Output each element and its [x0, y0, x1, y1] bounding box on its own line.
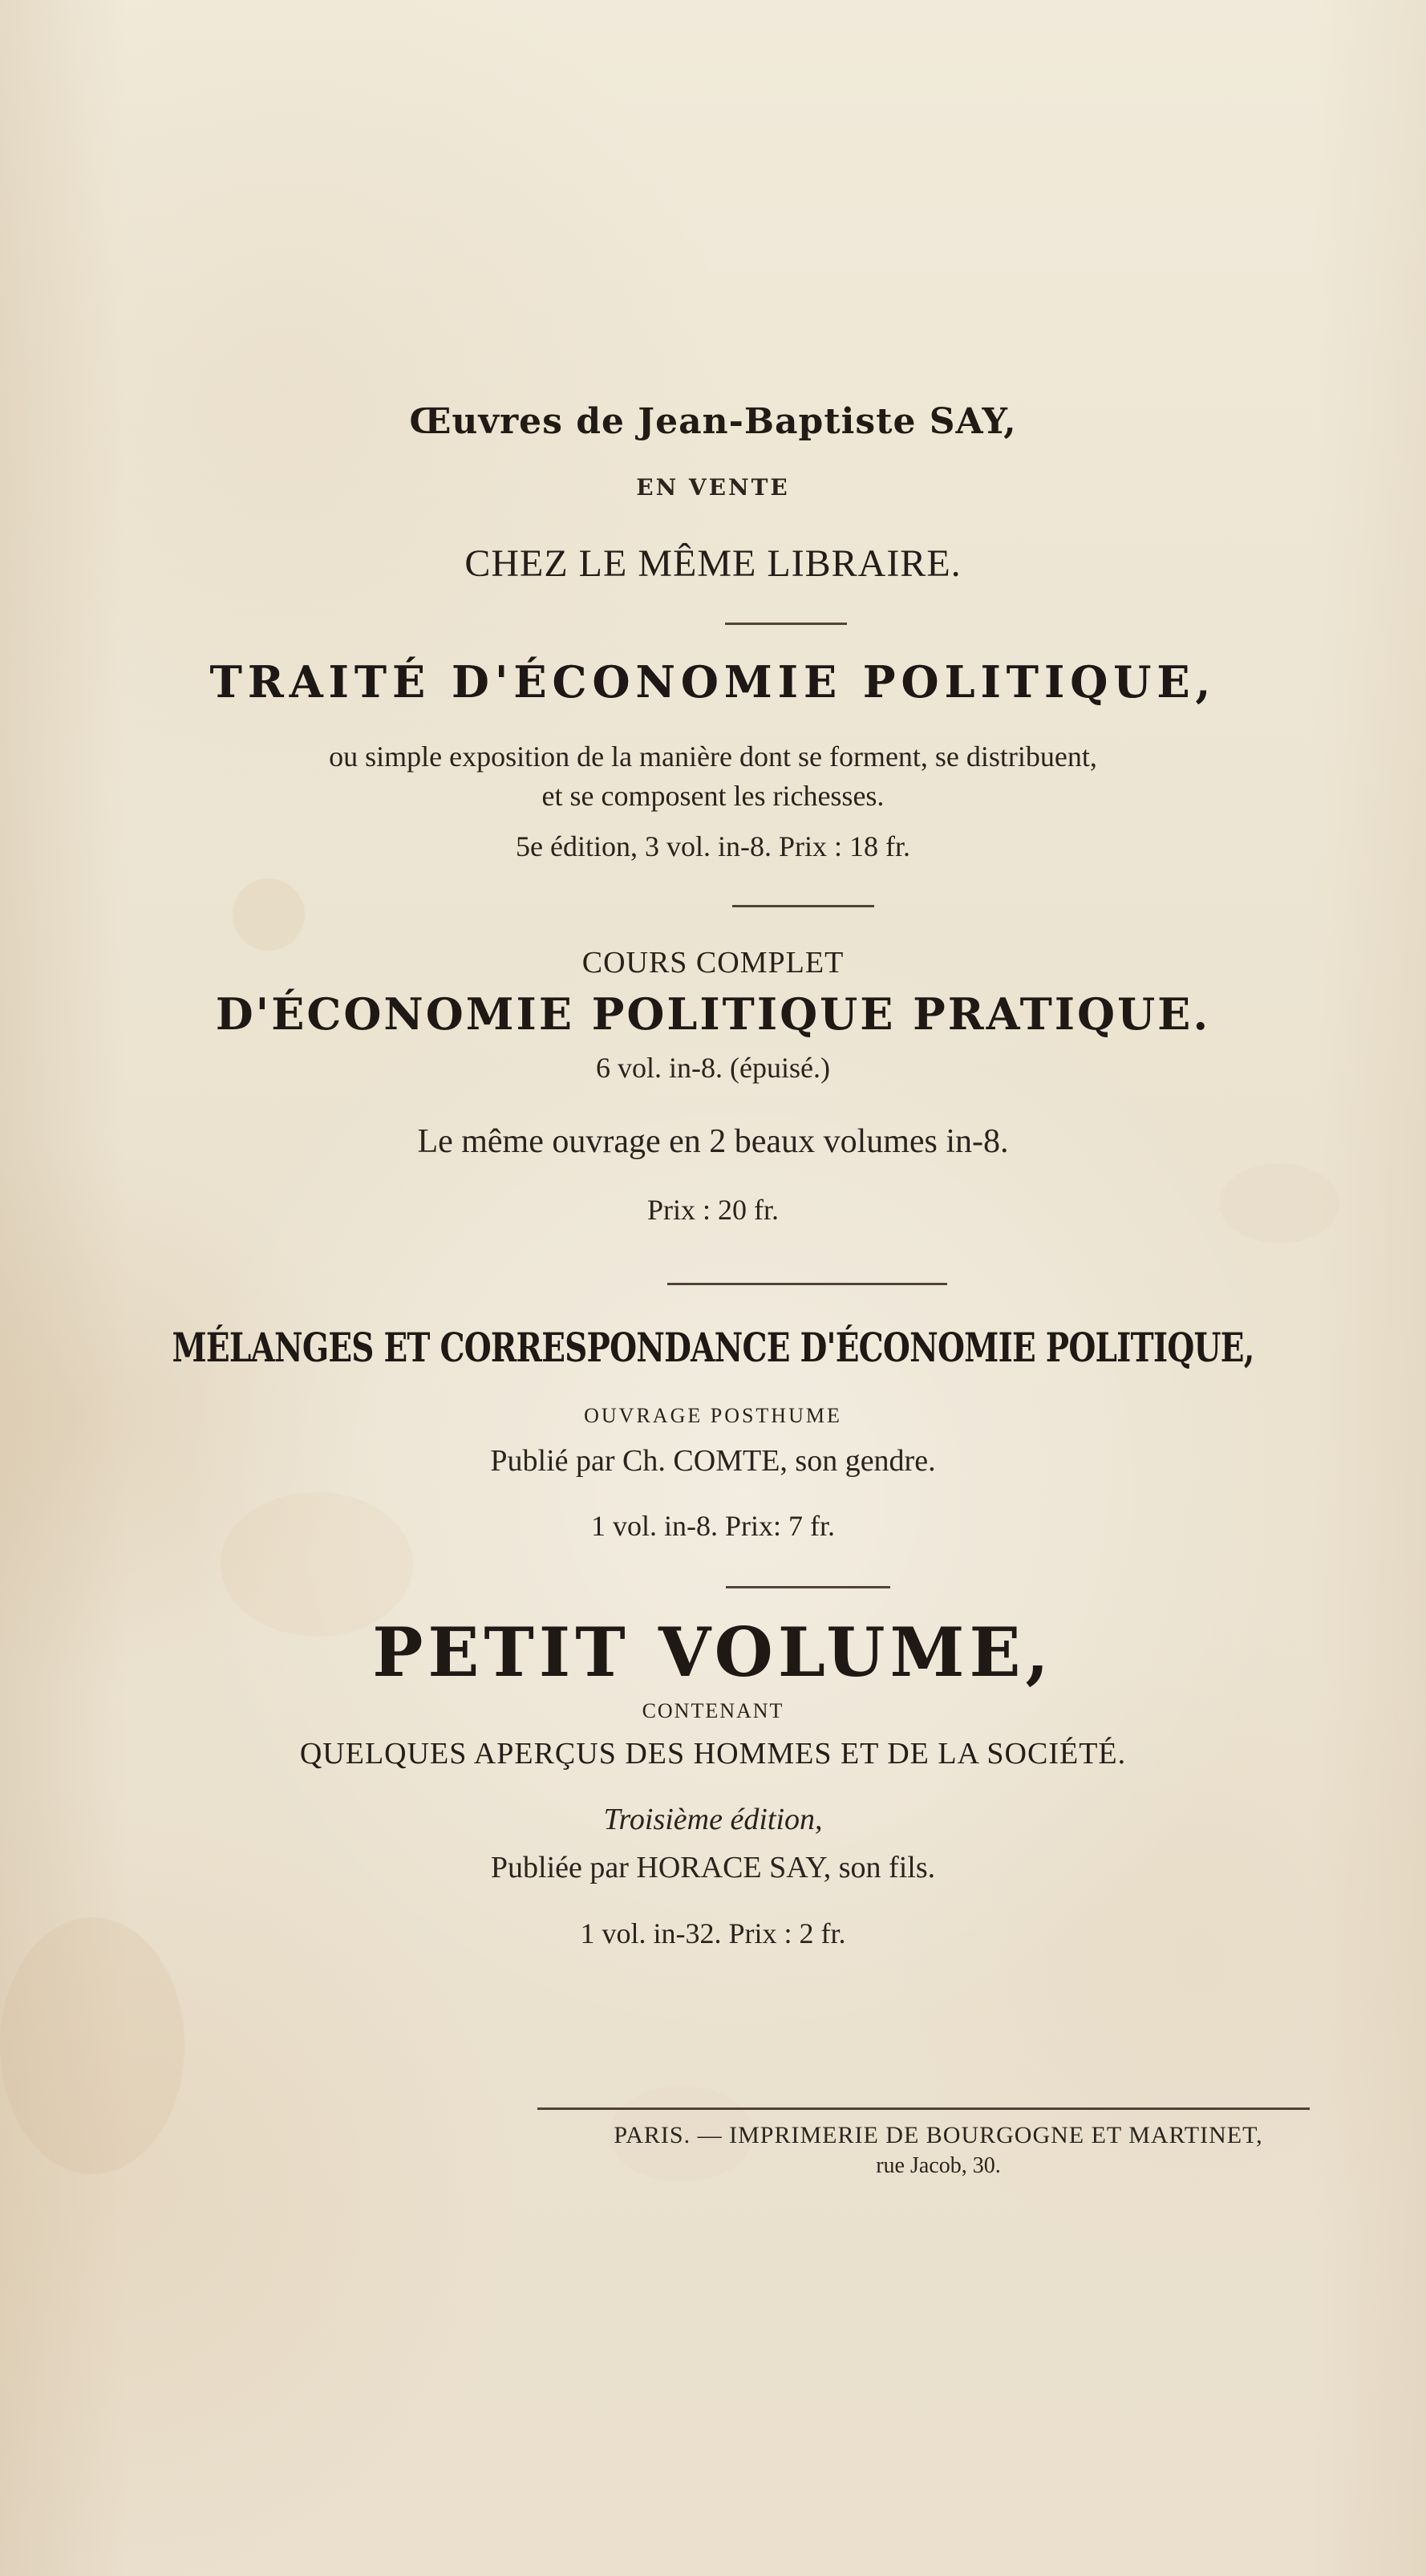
section-rule	[667, 1283, 947, 1285]
melanges-title: MÉLANGES ET CORRESPONDANCE D'ÉCONOMIE POLITIQUE,	[172, 1324, 1254, 1371]
posthumous-subtitle: OUVRAGE POSTHUME	[584, 1404, 842, 1427]
section-rule	[732, 905, 874, 907]
paper-stain	[0, 1917, 184, 2174]
third-edition-line: Troisième édition,	[603, 1803, 823, 1836]
horace-say-line: Publiée par HORACE SAY, son fils.	[490, 1851, 936, 1884]
publisher-line: CHEZ LE MÊME LIBRAIRE.	[464, 542, 962, 585]
imprint-rule	[537, 2107, 1310, 2110]
traite-edition-line: 5e édition, 3 vol. in-8. Prix : 18 fr.	[516, 830, 910, 862]
cours-price-line: Prix : 20 fr.	[646, 1194, 779, 1226]
containing-label: CONTENANT	[642, 1699, 784, 1722]
cours-volume-line: 6 vol. in-8. (épuisé.)	[596, 1052, 830, 1084]
traite-title: TRAITÉ D'ÉCONOMIE POLITIQUE,	[209, 656, 1217, 708]
works-heading: Œuvres de Jean-Baptiste SAY,	[409, 401, 1017, 442]
cours-title: D'ÉCONOMIE POLITIQUE PRATIQUE.	[215, 988, 1211, 1040]
section-rule	[725, 623, 847, 625]
melanges-price-line: 1 vol. in-8. Prix: 7 fr.	[591, 1510, 835, 1542]
cours-same-work-line: Le même ouvrage en 2 beaux volumes in-8.	[417, 1123, 1009, 1160]
comte-publication-line: Publié par Ch. COMTE, son gendre.	[490, 1444, 936, 1478]
petit-volume-title: PETIT VOLUME,	[372, 1613, 1054, 1692]
imprint-line-2: rue Jacob, 30.	[876, 2153, 1001, 2178]
aperçus-title: QUELQUES APERÇUS DES HOMMES ET DE LA SOCIÉTÉ.	[299, 1737, 1127, 1771]
traite-description-line-1: ou simple exposition de la manière dont se forment, se distribuent,	[329, 740, 1097, 773]
paper-stain	[233, 878, 305, 951]
traite-description-line-2: et se composent les richesses.	[541, 780, 885, 812]
imprint-line-1: PARIS. — IMPRIMERIE DE BOURGOGNE ET MARTINET,	[614, 2122, 1263, 2148]
cours-complet-label: COURS COMPLET	[581, 946, 845, 980]
petit-volume-price-line: 1 vol. in-32. Prix : 2 fr.	[580, 1917, 846, 1949]
sale-label: EN VENTE	[636, 474, 790, 501]
section-rule	[726, 1586, 890, 1588]
